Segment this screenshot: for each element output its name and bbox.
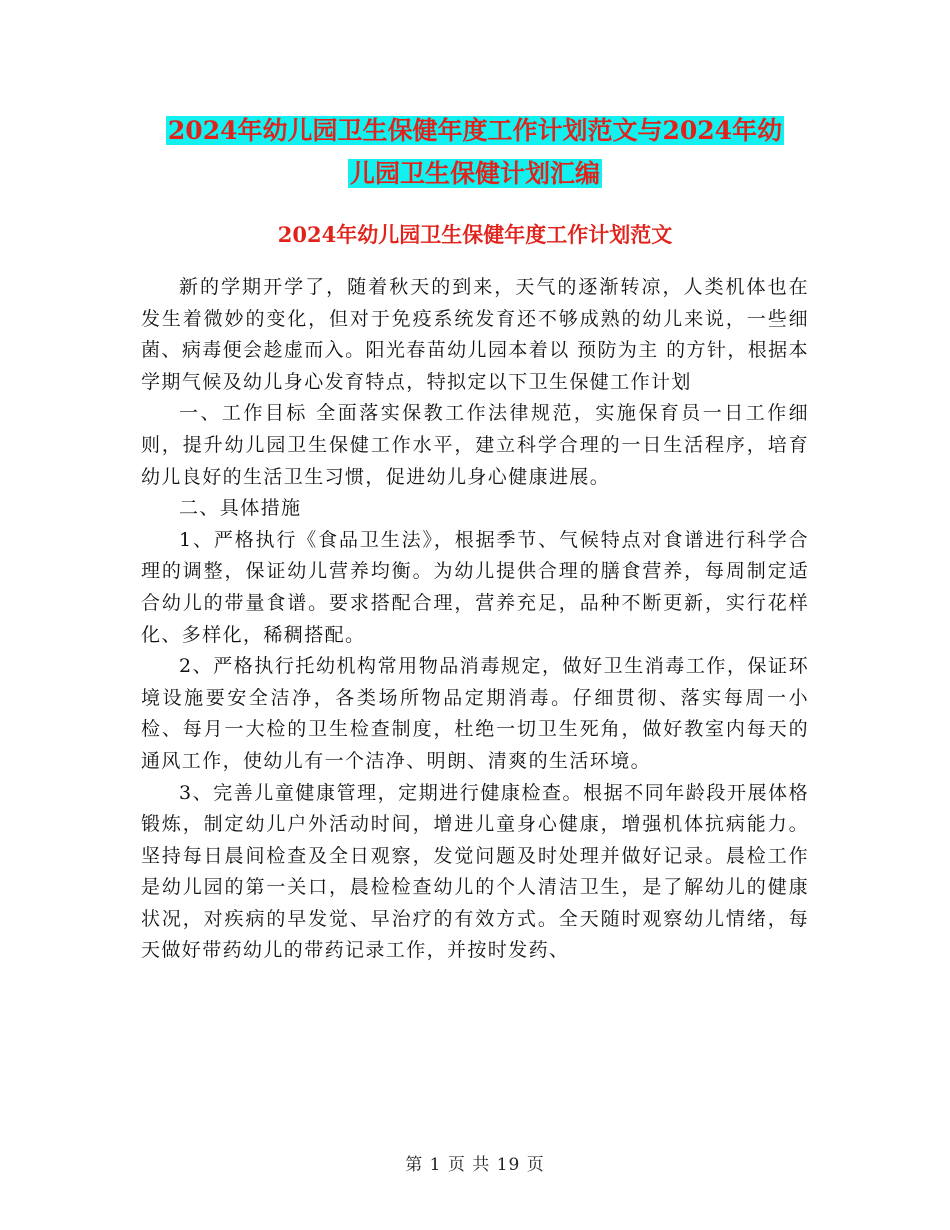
section-title: 2024年幼儿园卫生保健年度工作计划范文 [277,222,673,247]
paragraph-measure-1: 1、严格执行《食品卫生法》，根据季节、气候特点对食谱进行科学合理的调整，保证幼儿营养均衡。为幼儿提供合理的膳食营养，每周制定适合幼儿的带量食谱。要求搭配合理，营养充足，品种不断更新，实行花样化、多样化，稀稠搭配。 [141,528,809,646]
paragraph-intro: 新的学期开学了，随着秋天的到来，天气的逐渐转凉，人类机体也在发生着微妙的变化，但对于免疫系统发育还不够成熟的幼儿来说，一些细菌、病毒便会趁虚而入。阳光春苗幼儿园本着以 预防为主 的方针，根据本学期气候及幼儿身心发育特点，特拟定以下卫生保健工作计划 [141,276,809,393]
document-body [141,272,809,967]
paragraph-measures-heading: 二、具体措施 [179,497,302,520]
paragraph-measure-3: 3、完善儿童健康管理，定期进行健康检查。根据不同年龄段开展体格锻炼，制定幼儿户外活动时间，增进儿童身心健康，增强机体抗病能力。坚持每日晨间检查及全日观察，发觉问题及时处理并做好记录。晨检工作是幼儿园的第一关口，晨检检查幼儿的个人清洁卫生，是了解幼儿的健康状况，对疾病的早发觉、早治疗的有效方式。全天随时观察幼儿情绪，每天做好带药幼儿的带药记录工作，并按时发药、 [141,781,809,962]
page-footer: 第 1 页 共 19 页 [405,1155,545,1175]
paragraph-goal: 一、工作目标 全面落实保教工作法律规范，实施保育员一日工作细则，提升幼儿园卫生保健工作水平，建立科学合理的一日生活程序，培育幼儿良好的生活卫生习惯，促进幼儿身心健康进展。 [141,402,809,488]
document-title-line-2: 儿园卫生保健计划汇编 [349,159,600,188]
document-title-line-1: 2024年幼儿园卫生保健年度工作计划范文与2024年幼 [167,116,783,145]
paragraph-measure-2: 2、严格执行托幼机构常用物品消毒规定，做好卫生消毒工作，保证环境设施要安全洁净，各类场所物品定期消毒。仔细贯彻、落实每周一小检、每月一大检的卫生检查制度，杜绝一切卫生死角，做好教室内每天的通风工作，使幼儿有一个洁净、明朗、清爽的生活环境。 [141,655,809,772]
